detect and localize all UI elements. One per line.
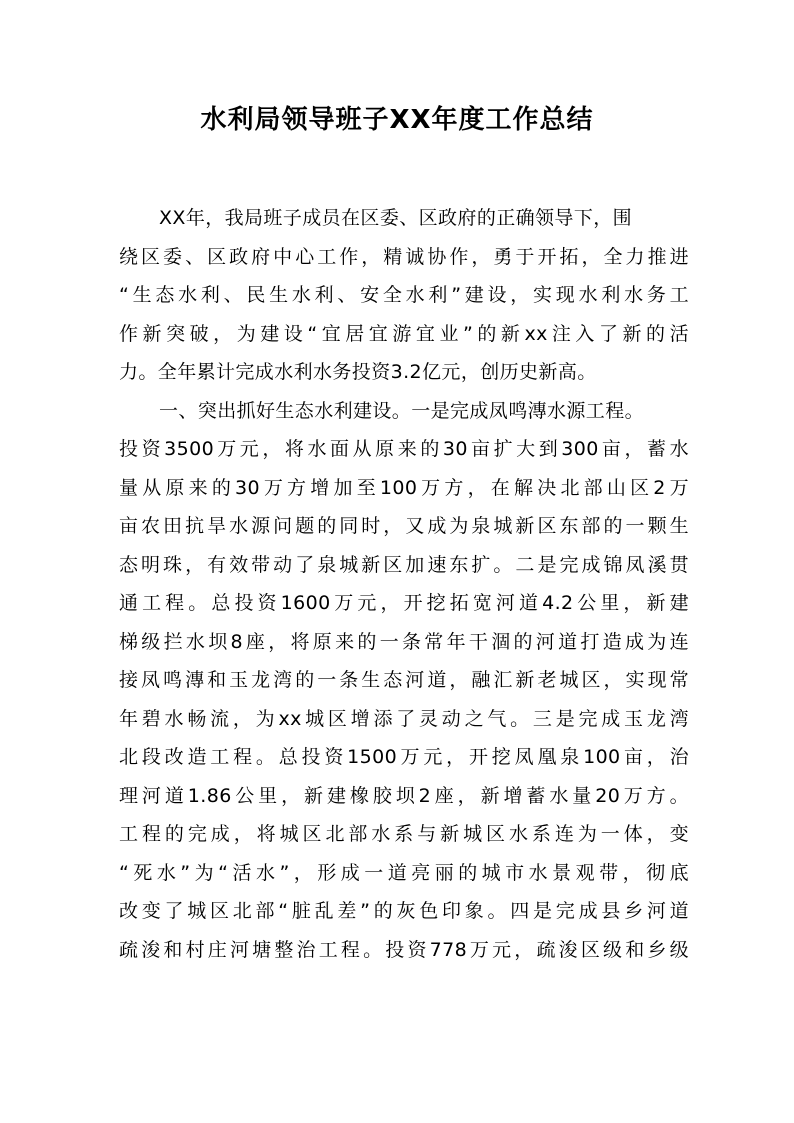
text-line: 作新突破，为建设“宜居宜游宜业”的新xx注入了新的活 — [119, 322, 689, 345]
text-line: “死水”为“活水”，形成一道亮丽的城市水景观带，彻底 — [119, 861, 689, 884]
text-line: 年碧水畅流，为xx城区增添了灵动之气。三是完成玉龙湾 — [119, 707, 689, 730]
text-line: XX年，我局班子成员在区委、区政府的正确领导下，围 — [159, 207, 633, 229]
text-line: 梯级拦水坝8座，将原来的一条常年干涸的河道打造成为连 — [119, 630, 689, 653]
text-line: 工程的完成，将城区北部水系与新城区水系连为一体，变 — [119, 823, 689, 845]
text-line: 通工程。总投资1600万元，开挖拓宽河道4.2公里，新建 — [119, 592, 689, 614]
text-line: 接凤鸣漙和玉龙湾的一条生态河道，融汇新老城区，实现常 — [119, 669, 689, 691]
text-line: 绕区委、区政府中心工作，精诚协作，勇于开拓，全力推进 — [119, 245, 689, 268]
text-line: 一、突出抓好生态水利建设。一是完成凤鸣漙水源工程。 — [159, 399, 645, 422]
text-line: “生态水利、民生水利、安全水利”建设，实现水利水务工 — [119, 284, 689, 306]
text-line: 亩农田抗旱水源问题的同时，又成为泉城新区东部的一颗生 — [119, 515, 689, 537]
text-line: 力。全年累计完成水利水务投资3.2亿元，创历史新高。 — [119, 361, 597, 383]
text-line: 量从原来的30万方增加至100万方，在解决北部山区2万 — [119, 476, 689, 499]
text-line: 北段改造工程。总投资1500万元，开挖凤凰泉100亩，治 — [119, 746, 689, 768]
text-line: 投资3500万元，将水面从原来的30亩扩大到300亩，蓄水 — [119, 438, 689, 460]
text-line: 疏浚和村庄河塘整治工程。投资778万元，疏浚区级和乡级 — [119, 938, 689, 961]
document-body — [119, 199, 689, 969]
document-title: 水利局领导班子XX年度工作总结 — [200, 105, 594, 135]
text-line: 改变了城区北部“脏乱差”的灰色印象。四是完成县乡河道 — [119, 900, 689, 922]
text-line: 理河道1.86公里，新建橡胶坝2座，新增蓄水量20万方。 — [119, 784, 689, 807]
text-line: 态明珠，有效带动了泉城新区加速东扩。二是完成锦凤溪贯 — [119, 553, 689, 576]
